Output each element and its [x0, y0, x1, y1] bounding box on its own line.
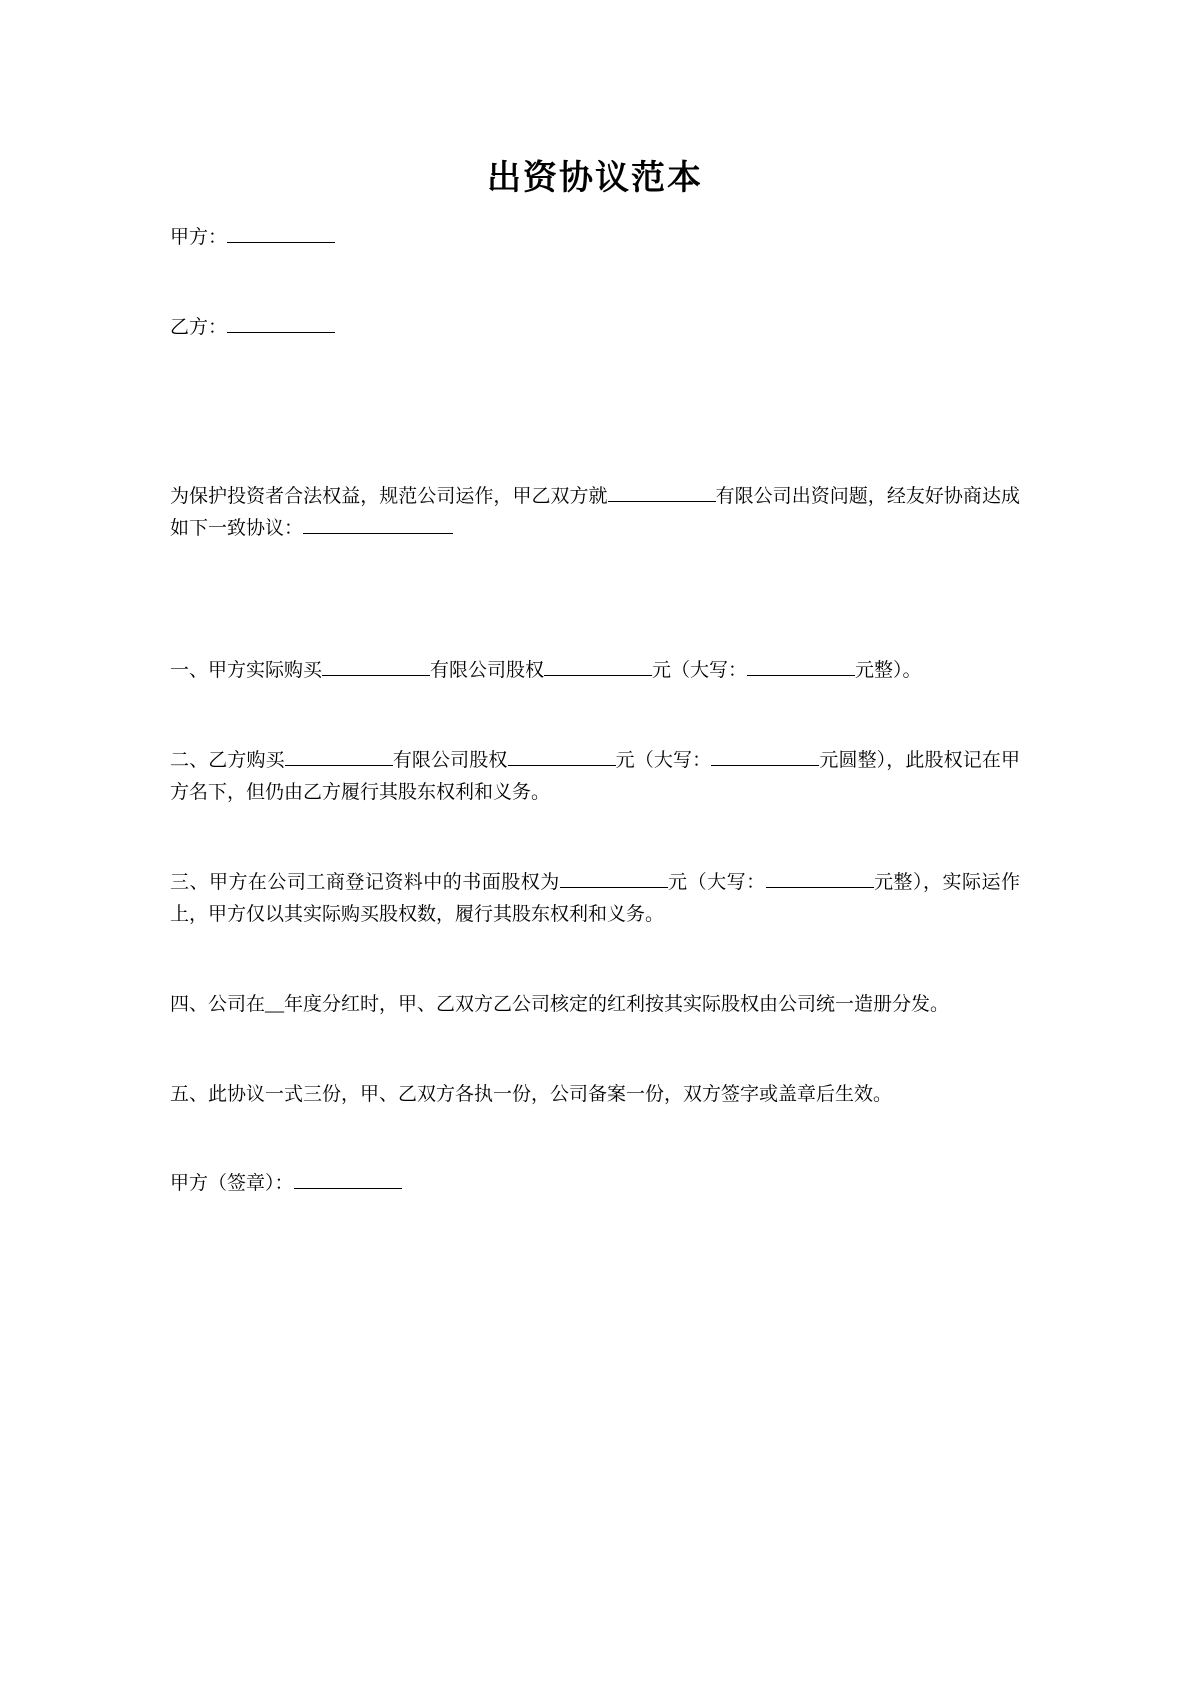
- clause-3-seg-3: 元整），实际运作上，甲方仅以其实际购买股权数，履行其股东权利和义务。: [170, 872, 1020, 925]
- spacer-clause-4: [170, 931, 1020, 989]
- spacer-clause-1: [170, 597, 1020, 655]
- clause-2: [170, 745, 1020, 809]
- clause-2-seg-4: 元圆整），此股权记在甲方名下，但仍由乙方履行其股东权利和义务。: [170, 750, 1020, 803]
- clause-3-seg-1: 三、甲方在公司工商登记资料中的书面股权为: [170, 872, 560, 893]
- clause-5: 五、此协议一式三份，甲、乙双方各执一份，公司备案一份，双方签字或盖章后生效。: [170, 1084, 893, 1105]
- signature-line: [170, 1169, 1020, 1199]
- spacer-clause-5: [170, 1021, 1020, 1079]
- signature-label: 甲方（签章）：: [170, 1173, 294, 1194]
- clause-3-blank-2[interactable]: [766, 887, 874, 888]
- clause-3-seg-2: 元（大写：: [667, 872, 766, 893]
- clause-1-seg-4: 元整）。: [855, 660, 922, 681]
- clause-2-blank-2[interactable]: [508, 765, 616, 766]
- clause-3-blank-1[interactable]: [560, 887, 668, 888]
- signature-blank[interactable]: [294, 1188, 402, 1189]
- clause-2-seg-1: 二、乙方购买: [170, 750, 285, 771]
- clause-1-blank-2[interactable]: [544, 675, 652, 676]
- preamble-text-1: 为保护投资者合法权益，规范公司运作，甲乙双方就: [170, 486, 608, 507]
- preamble-company-blank[interactable]: [608, 501, 716, 502]
- party-a-label: 甲方：: [170, 227, 228, 248]
- clause-2-seg-2: 有限公司股权: [392, 750, 508, 771]
- clause-1-blank-3[interactable]: [747, 675, 855, 676]
- clause-2-blank-3[interactable]: [711, 765, 819, 766]
- party-a-line: [170, 223, 1020, 253]
- clause-4: 四、公司在__年度分红时，甲、乙双方乙公司核定的红利按其实际股权由公司统一造册分发。: [170, 994, 950, 1015]
- party-b-label: 乙方：: [170, 317, 228, 338]
- clause-1-seg-2: 有限公司股权: [430, 660, 545, 681]
- clause-1-blank-1[interactable]: [322, 675, 430, 676]
- spacer-preamble: [170, 403, 1020, 481]
- spacer-clause-2: [170, 687, 1020, 745]
- spacer-clause-3: [170, 809, 1020, 867]
- clause-2-seg-3: 元（大写：: [615, 750, 712, 771]
- preamble-paragraph: [170, 481, 1020, 545]
- preamble-trailing-blank[interactable]: [303, 533, 453, 534]
- clause-2-blank-1[interactable]: [285, 765, 393, 766]
- spacer-signature: [170, 1111, 1020, 1169]
- preamble-text-2: 有限公司出资问题，经友好协商达成如下一致协议：: [170, 486, 1020, 539]
- party-a-blank[interactable]: [227, 242, 335, 243]
- clause-1-seg-3: 元（大写：: [652, 660, 748, 681]
- party-b-line: [170, 313, 1020, 343]
- clause-1-seg-1: 一、甲方实际购买: [170, 660, 323, 681]
- clause-1: [170, 655, 1020, 687]
- page-title: 出资协议范本: [487, 160, 703, 197]
- party-b-blank[interactable]: [227, 332, 335, 333]
- clause-3: [170, 867, 1020, 931]
